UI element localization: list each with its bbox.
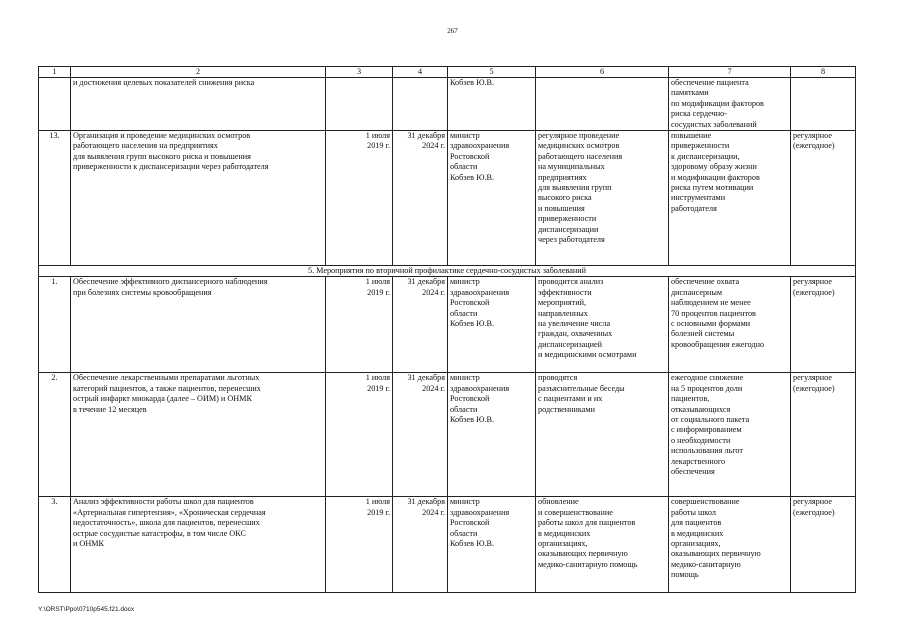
row-number: 13. [39,131,71,266]
header-cell: 4 [393,67,448,78]
start-date-cell [326,78,393,131]
row-number [39,78,71,131]
start-date-cell: 1 июля 2019 г. [326,131,393,266]
row-number: 3. [39,497,71,593]
table-row [39,131,856,266]
header-cell: 1 [39,67,71,78]
characteristic-cell: обновление и совершенствование работы школ для пациентов в медицинских организациях, оказывающих первичную медико-санитарную помощь [536,497,669,593]
event-cell: Анализ эффективности работы школ для пациентов «Артериальная гипертензия», «Хроническая сердечная недостаточность», школа для пациентов, перенесших острые сосудистые катастрофы, в том числе ОКС и ОНМК [71,497,326,593]
file-path-footer: Y:\ORST\Ppo\0710p545.f21.docx [38,606,135,613]
page-number: 267 [447,27,458,35]
responsible-cell: министр здравоохранения Ростовской области Кобзев Ю.В. [448,373,536,497]
result-cell: совершенствование работы школ для пациентов в медицинских организациях, оказывающих первичную медико-санитарную помощь [669,497,791,593]
event-cell: Организация и проведение медицинских осмотров работающего населения на предприятиях для выявления групп высокого риска и повышения приверженности к диспансеризации через работодателя [71,131,326,266]
responsible-cell: министр здравоохранения Ростовской области Кобзев Ю.В. [448,277,536,373]
responsible-cell: Кобзев Ю.В. [448,78,536,131]
result-cell: обеспечение охвата диспансерным наблюдением не менее 70 процентов пациентов с основными формами болезней системы кровообращения ежегодно [669,277,791,373]
row-number: 1. [39,277,71,373]
header-cell: 7 [669,67,791,78]
characteristic-cell: проводится анализ эффективности мероприятий, направленных на увеличение числа граждан, охваченных диспансеризацией и медицинскими осмотрами [536,277,669,373]
column-number-header [39,67,856,78]
header-cell: 6 [536,67,669,78]
characteristic-cell [536,78,669,131]
periodicity-cell: регулярное (ежегодное) [791,373,856,497]
end-date-cell: 31 декабря 2024 г. [393,497,448,593]
table-row [39,497,856,593]
table-row [39,78,856,131]
end-date-cell: 31 декабря 2024 г. [393,373,448,497]
end-date-cell: 31 декабря 2024 г. [393,277,448,373]
result-cell: обеспечение пациента памятками по модификации факторов риска сердечно- сосудистых заболеваний [669,78,791,131]
periodicity-cell: регулярное (ежегодное) [791,497,856,593]
start-date-cell: 1 июля 2019 г. [326,497,393,593]
row-number: 2. [39,373,71,497]
responsible-cell: министр здравоохранения Ростовской области Кобзев Ю.В. [448,131,536,266]
periodicity-cell [791,78,856,131]
header-cell: 3 [326,67,393,78]
periodicity-cell: регулярное (ежегодное) [791,131,856,266]
responsible-cell: министр здравоохранения Ростовской области Кобзев Ю.В. [448,497,536,593]
periodicity-cell: регулярное (ежегодное) [791,277,856,373]
characteristic-cell: регулярное проведение медицинских осмотров работающего населения на муниципальных предприятиях для выявления групп высокого риска и повышения приверженности диспансеризации через работодателя [536,131,669,266]
table-row [39,373,856,497]
event-cell: Обеспечение эффективного диспансерного наблюдения при болезнях системы кровообращения [71,277,326,373]
event-cell: и достижения целевых показателей снижения риска [71,78,326,131]
header-cell: 2 [71,67,326,78]
characteristic-cell: проводятся разъяснительные беседы с пациентами и их родственниками [536,373,669,497]
header-cell: 5 [448,67,536,78]
result-cell: повышение приверженности к диспансеризации, здоровому образу жизни и модификации факторов риска путем мотивации инструментами работодателя [669,131,791,266]
table-row [39,277,856,373]
start-date-cell: 1 июля 2019 г. [326,373,393,497]
end-date-cell [393,78,448,131]
section-heading-row [39,266,856,277]
header-cell: 8 [791,67,856,78]
event-cell: Обеспечение лекарственными препаратами льготных категорий пациентов, а также пациентов, перенесших острый инфаркт миокарда (далее – ОИМ) и ОНМК в течение 12 месяцев [71,373,326,497]
result-cell: ежегодное снижение на 5 процентов доли пациентов, отказывающихся от социального пакета с информированием о необходимости использования льгот лекарственного обеспечения [669,373,791,497]
start-date-cell: 1 июля 2019 г. [326,277,393,373]
measures-table [38,66,856,593]
end-date-cell: 31 декабря 2024 г. [393,131,448,266]
section-title: 5. Мероприятия по вторичной профилактике сердечно-сосудистых заболеваний [39,266,856,277]
